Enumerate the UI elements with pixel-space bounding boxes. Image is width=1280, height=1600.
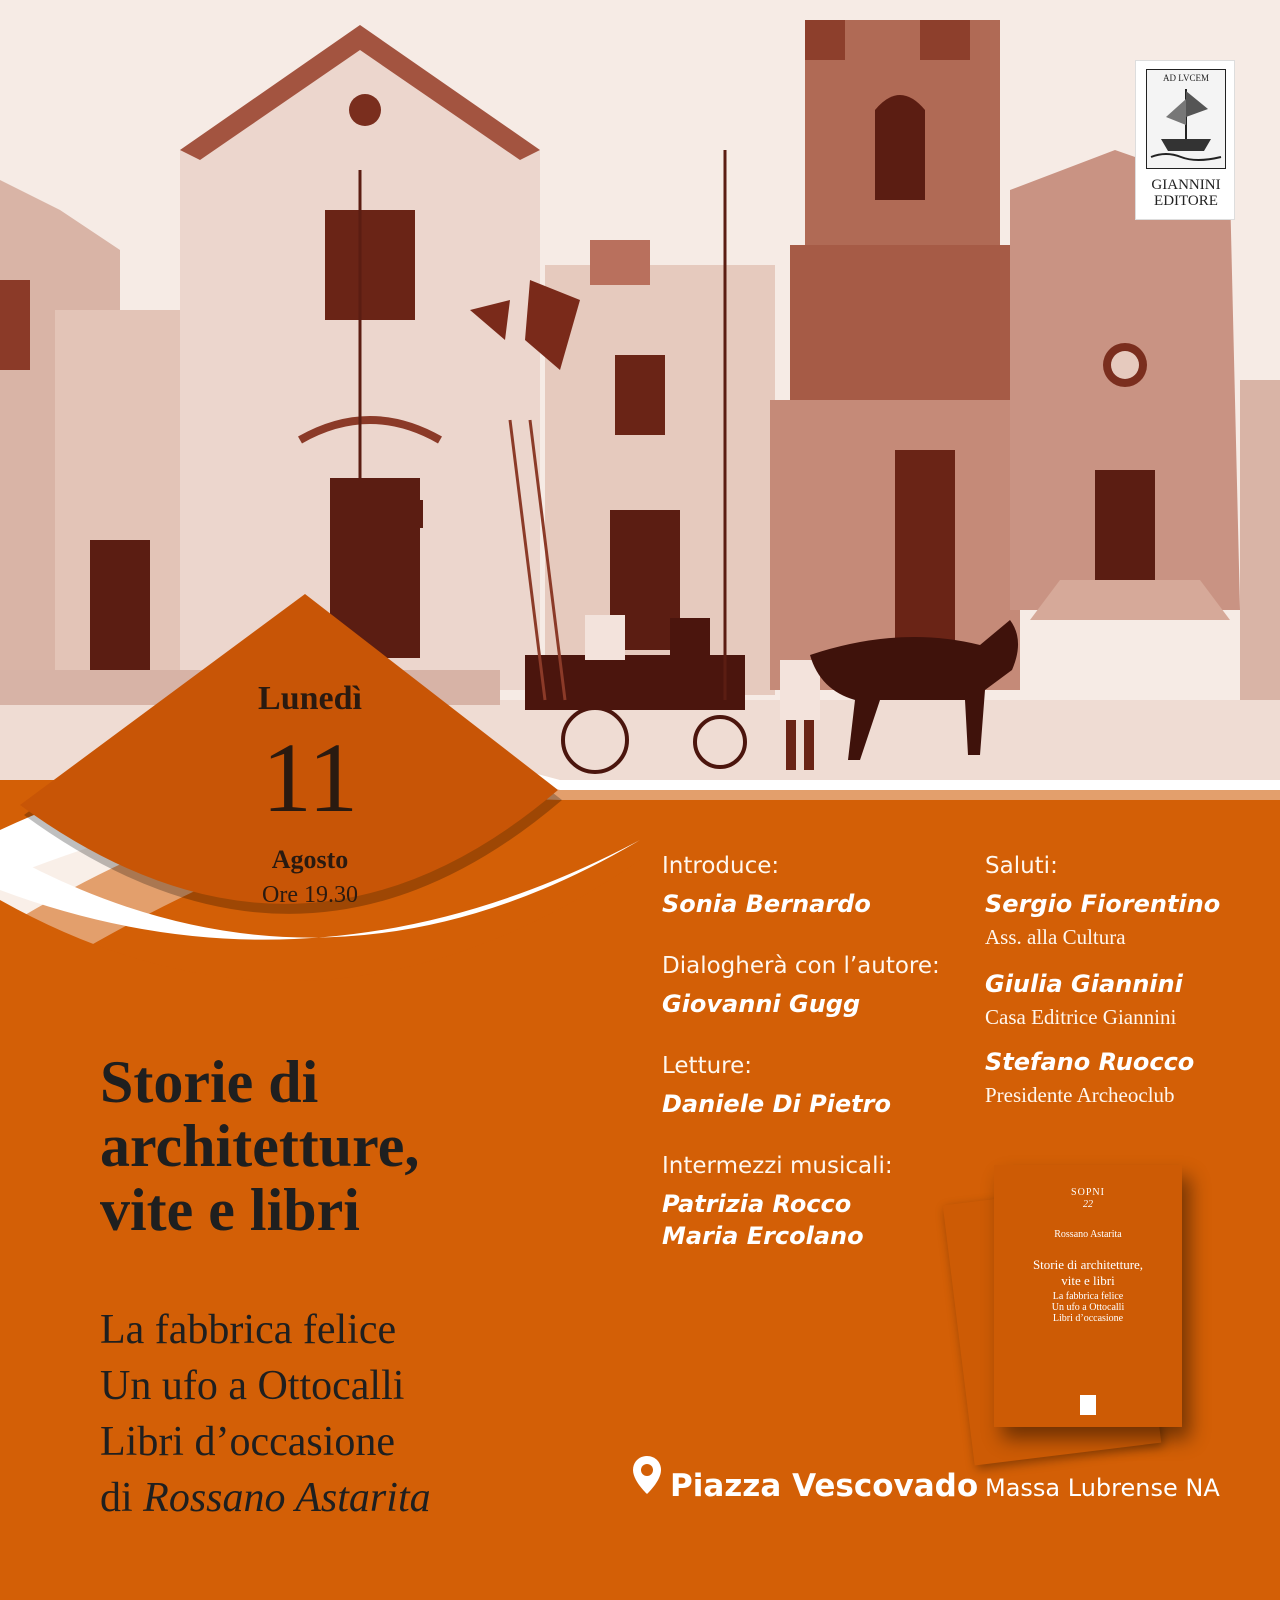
event-weekday: Lunedì: [258, 680, 362, 717]
book-title-line: architetture,: [100, 1113, 420, 1179]
dialoga-name: Giovanni Gugg: [662, 990, 861, 1018]
saluti-person-title: Casa Editrice Giannini: [985, 1005, 1177, 1029]
introduce-name: Sonia Bernardo: [662, 890, 871, 918]
cover-title-line: vite e libri: [1061, 1273, 1115, 1288]
author-line: [100, 1474, 431, 1522]
event-time: Ore 19.30: [262, 882, 358, 908]
ship-emblem-icon: [1146, 69, 1226, 169]
saluti-person-title: Ass. alla Cultura: [985, 925, 1126, 949]
saluti-person-name: Giulia Giannini: [985, 970, 1183, 998]
musica-label: Intermezzi musicali:: [662, 1153, 893, 1179]
event-day-number: 11: [261, 722, 359, 833]
cover-series-number: 22: [1083, 1199, 1093, 1210]
book-cover-image: [948, 1165, 1208, 1485]
dialoga-label: Dialogherà con l’autore:: [662, 953, 940, 979]
publisher-logo: [1135, 60, 1235, 220]
saluti-person-title: Presidente Archeoclub: [985, 1083, 1175, 1107]
venue-name: Piazza Vescovado: [670, 1468, 979, 1504]
author-name: Rossano Astarita: [143, 1475, 431, 1521]
letture-label: Letture:: [662, 1053, 753, 1079]
book-title: [100, 1050, 419, 1242]
location-pin-icon: [632, 1455, 662, 1495]
saluti-label: Saluti:: [985, 853, 1058, 879]
event-month: Agosto: [271, 845, 349, 874]
book-subtitle: La fabbrica felice: [100, 1307, 397, 1353]
venue-city: Massa Lubrense NA: [985, 1474, 1220, 1502]
saluti-person-name: Sergio Fiorentino: [985, 890, 1221, 918]
cover-subtitle: Libri d’occasione: [1052, 1313, 1124, 1324]
book-title-line: vite e libri: [100, 1177, 360, 1243]
cover-author: Rossano Astarita: [1054, 1229, 1122, 1240]
book-title-line: Storie di: [100, 1049, 319, 1115]
book-front-cover: [994, 1165, 1182, 1427]
letture-name: Daniele Di Pietro: [662, 1090, 891, 1118]
musica-name: Patrizia Rocco: [662, 1190, 852, 1218]
cover-series: SOPNI: [1071, 1187, 1105, 1198]
cover-title-line: Storie di architetture,: [1032, 1257, 1144, 1272]
musica-name: Maria Ercolano: [662, 1222, 864, 1250]
publisher-name-line1: GIANNINI: [1151, 177, 1221, 193]
book-subtitle: Libri d’occasione: [100, 1419, 396, 1465]
cover-subtitle: La fabbrica felice: [1052, 1291, 1124, 1302]
logo-motto: AD LVCEM: [1163, 73, 1209, 83]
publisher-name-line2: EDITORE: [1154, 193, 1218, 209]
introduce-label: Introduce:: [662, 853, 780, 879]
cover-subtitle: Un ufo a Ottocalli: [1051, 1302, 1125, 1313]
book-subtitle: Un ufo a Ottocalli: [100, 1363, 405, 1409]
saluti-person-name: Stefano Ruocco: [985, 1048, 1195, 1076]
cover-publisher-mark-icon: [1080, 1395, 1096, 1415]
author-prefix: di: [100, 1475, 133, 1521]
cover-title: [994, 1257, 1182, 1289]
